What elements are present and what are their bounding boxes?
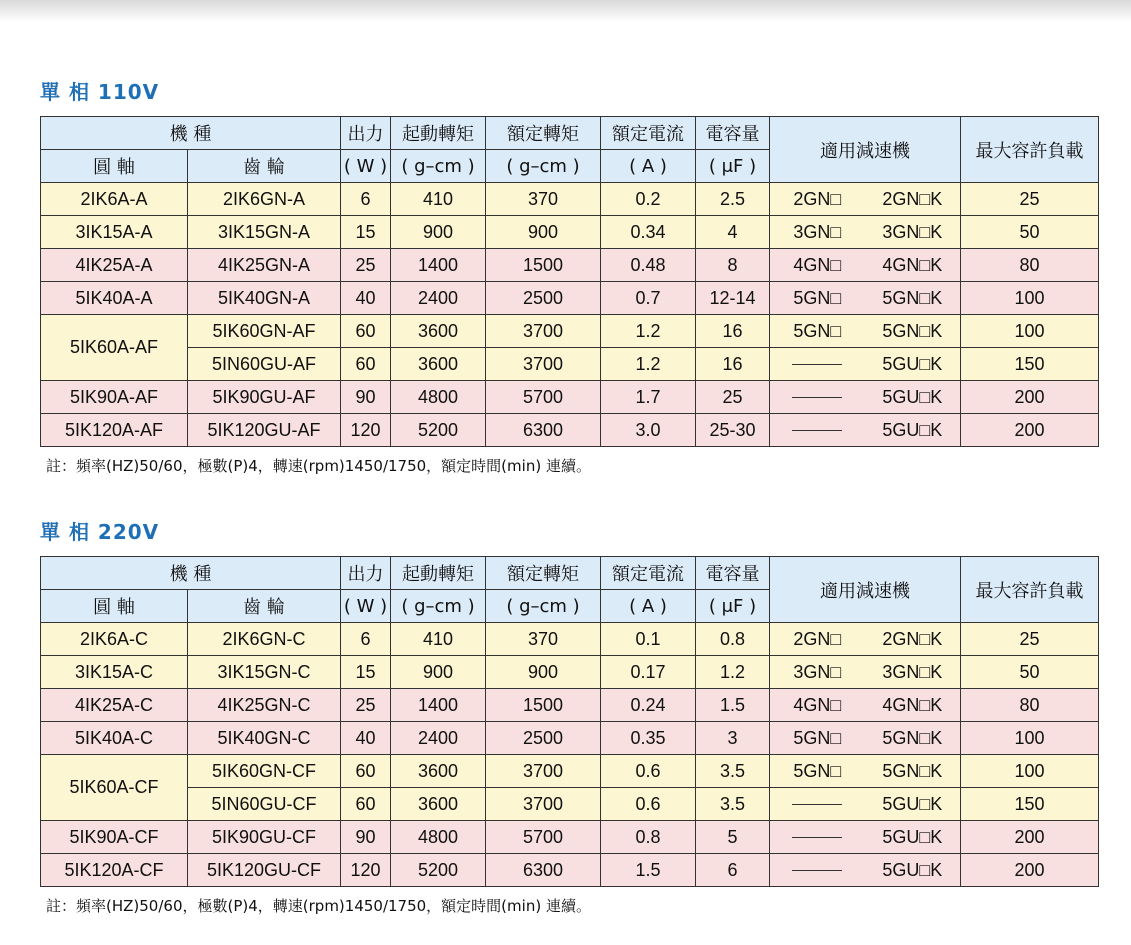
cell-reducer-gn bbox=[770, 854, 865, 887]
cell-round-shaft-model: 4IK25A-C bbox=[41, 689, 188, 722]
header-rated-current: 額定電流 bbox=[601, 117, 696, 150]
header-rated-current-unit: ( A ) bbox=[601, 150, 696, 183]
table-row bbox=[41, 854, 1099, 887]
cell-reducer-gn: 5GN□ bbox=[770, 755, 865, 788]
cell-max-load: 50 bbox=[961, 216, 1099, 249]
cell-reducer-gn: 5GN□ bbox=[770, 722, 865, 755]
cell-start-torque: 4800 bbox=[391, 821, 486, 854]
header-start-torque: 起動轉矩 bbox=[391, 557, 486, 590]
cell-round-shaft-model: 5IK120A-CF bbox=[41, 854, 188, 887]
table-row bbox=[41, 689, 1099, 722]
cell-max-load: 200 bbox=[961, 854, 1099, 887]
table-row bbox=[41, 348, 1099, 381]
cell-output: 40 bbox=[341, 282, 391, 315]
cell-round-shaft-model: 3IK15A-A bbox=[41, 216, 188, 249]
cell-gear-shaft-model: 5IN60GU-CF bbox=[188, 788, 341, 821]
cell-reducer-gk: 5GU□K bbox=[865, 414, 961, 447]
cell-max-load: 50 bbox=[961, 656, 1099, 689]
cell-reducer-gn: 2GN□ bbox=[770, 623, 865, 656]
header-gear-shaft: 齒 輪 bbox=[188, 590, 341, 623]
cell-rated-torque: 370 bbox=[486, 183, 601, 216]
cell-reducer-gn: 5GN□ bbox=[770, 282, 865, 315]
cell-output: 40 bbox=[341, 722, 391, 755]
cell-round-shaft-model: 5IK40A-A bbox=[41, 282, 188, 315]
header-output-unit: ( W ) bbox=[341, 150, 391, 183]
not-applicable-dash bbox=[792, 397, 842, 398]
cell-start-torque: 2400 bbox=[391, 282, 486, 315]
header-max-load: 最大容許負載 bbox=[961, 557, 1099, 623]
table-row bbox=[41, 755, 1099, 788]
cell-round-shaft-model: 5IK120A-AF bbox=[41, 414, 188, 447]
cell-output: 60 bbox=[341, 315, 391, 348]
cell-reducer-gk: 3GN□K bbox=[865, 216, 961, 249]
cell-reducer-gk: 5GU□K bbox=[865, 381, 961, 414]
cell-max-load: 25 bbox=[961, 183, 1099, 216]
cell-reducer-gk: 3GN□K bbox=[865, 656, 961, 689]
cell-reducer-gn bbox=[770, 381, 865, 414]
table-row bbox=[41, 216, 1099, 249]
header-output: 出力 bbox=[341, 117, 391, 150]
cell-capacitor: 3.5 bbox=[696, 755, 770, 788]
cell-capacitor: 8 bbox=[696, 249, 770, 282]
not-applicable-dash bbox=[792, 430, 842, 431]
cell-start-torque: 1400 bbox=[391, 249, 486, 282]
cell-max-load: 100 bbox=[961, 755, 1099, 788]
header-reducer: 適用減速機 bbox=[770, 117, 961, 183]
cell-max-load: 25 bbox=[961, 623, 1099, 656]
cell-gear-shaft-model: 4IK25GN-C bbox=[188, 689, 341, 722]
cell-max-load: 150 bbox=[961, 348, 1099, 381]
table-row bbox=[41, 656, 1099, 689]
cell-output: 15 bbox=[341, 656, 391, 689]
cell-reducer-gk: 4GN□K bbox=[865, 689, 961, 722]
cell-output: 90 bbox=[341, 381, 391, 414]
section-title-220v: 單 相 220V bbox=[40, 520, 160, 544]
cell-start-torque: 4800 bbox=[391, 381, 486, 414]
cell-capacitor: 16 bbox=[696, 315, 770, 348]
cell-output: 25 bbox=[341, 689, 391, 722]
cell-rated-torque: 2500 bbox=[486, 722, 601, 755]
cell-reducer-gn: 2GN□ bbox=[770, 183, 865, 216]
cell-start-torque: 900 bbox=[391, 656, 486, 689]
cell-rated-current: 0.2 bbox=[601, 183, 696, 216]
cell-round-shaft-model: 3IK15A-C bbox=[41, 656, 188, 689]
header-rated-torque: 額定轉矩 bbox=[486, 117, 601, 150]
section-title-110v: 單 相 110V bbox=[40, 80, 160, 104]
cell-capacitor: 4 bbox=[696, 216, 770, 249]
table-row bbox=[41, 414, 1099, 447]
cell-rated-torque: 2500 bbox=[486, 282, 601, 315]
note-110v: 註：頻率(HZ)50/60，極數(P)4，轉速(rpm)1450/1750，額定時間(min) 連續。 bbox=[46, 457, 591, 475]
top-shadow bbox=[0, 0, 1131, 22]
table-row bbox=[41, 623, 1099, 656]
cell-rated-current: 0.6 bbox=[601, 788, 696, 821]
cell-round-shaft-model: 2IK6A-C bbox=[41, 623, 188, 656]
header-max-load: 最大容許負載 bbox=[961, 117, 1099, 183]
cell-reducer-gk: 2GN□K bbox=[865, 623, 961, 656]
cell-gear-shaft-model: 3IK15GN-C bbox=[188, 656, 341, 689]
cell-start-torque: 410 bbox=[391, 183, 486, 216]
cell-output: 60 bbox=[341, 348, 391, 381]
cell-gear-shaft-model: 2IK6GN-A bbox=[188, 183, 341, 216]
table-row bbox=[41, 183, 1099, 216]
note-220v: 註：頻率(HZ)50/60，極數(P)4，轉速(rpm)1450/1750，額定時間(min) 連續。 bbox=[46, 897, 591, 915]
cell-reducer-gk: 5GU□K bbox=[865, 821, 961, 854]
cell-rated-torque: 6300 bbox=[486, 414, 601, 447]
cell-rated-current: 0.24 bbox=[601, 689, 696, 722]
cell-rated-current: 0.7 bbox=[601, 282, 696, 315]
cell-max-load: 100 bbox=[961, 722, 1099, 755]
cell-reducer-gk: 5GN□K bbox=[865, 282, 961, 315]
cell-reducer-gn: 4GN□ bbox=[770, 689, 865, 722]
cell-round-shaft-model: 5IK60A-CF bbox=[41, 755, 188, 821]
cell-output: 120 bbox=[341, 414, 391, 447]
cell-start-torque: 5200 bbox=[391, 854, 486, 887]
cell-reducer-gk: 5GN□K bbox=[865, 722, 961, 755]
cell-output: 60 bbox=[341, 755, 391, 788]
cell-output: 90 bbox=[341, 821, 391, 854]
not-applicable-dash bbox=[792, 837, 842, 838]
cell-rated-current: 0.8 bbox=[601, 821, 696, 854]
cell-rated-torque: 3700 bbox=[486, 755, 601, 788]
cell-reducer-gn: 5GN□ bbox=[770, 315, 865, 348]
cell-capacitor: 6 bbox=[696, 854, 770, 887]
header-capacitor-unit: ( μF ) bbox=[696, 150, 770, 183]
cell-round-shaft-model: 5IK60A-AF bbox=[41, 315, 188, 381]
spec-table-220v bbox=[40, 556, 1099, 887]
table-row bbox=[41, 282, 1099, 315]
cell-reducer-gk: 5GU□K bbox=[865, 348, 961, 381]
cell-start-torque: 3600 bbox=[391, 755, 486, 788]
cell-rated-current: 0.6 bbox=[601, 755, 696, 788]
table-row bbox=[41, 315, 1099, 348]
cell-output: 6 bbox=[341, 183, 391, 216]
cell-rated-torque: 5700 bbox=[486, 381, 601, 414]
cell-capacitor: 3 bbox=[696, 722, 770, 755]
cell-reducer-gn bbox=[770, 788, 865, 821]
cell-gear-shaft-model: 5IK40GN-A bbox=[188, 282, 341, 315]
cell-rated-current: 0.34 bbox=[601, 216, 696, 249]
cell-rated-torque: 3700 bbox=[486, 348, 601, 381]
cell-reducer-gk: 4GN□K bbox=[865, 249, 961, 282]
cell-gear-shaft-model: 2IK6GN-C bbox=[188, 623, 341, 656]
header-start-torque-unit: ( g–cm ) bbox=[391, 150, 486, 183]
cell-round-shaft-model: 5IK90A-CF bbox=[41, 821, 188, 854]
header-capacitor: 電容量 bbox=[696, 557, 770, 590]
header-reducer: 適用減速機 bbox=[770, 557, 961, 623]
cell-gear-shaft-model: 3IK15GN-A bbox=[188, 216, 341, 249]
cell-rated-torque: 3700 bbox=[486, 315, 601, 348]
table-row bbox=[41, 788, 1099, 821]
cell-reducer-gk: 5GU□K bbox=[865, 788, 961, 821]
cell-capacitor: 16 bbox=[696, 348, 770, 381]
cell-reducer-gk: 2GN□K bbox=[865, 183, 961, 216]
header-round-shaft: 圓 軸 bbox=[41, 590, 188, 623]
cell-start-torque: 1400 bbox=[391, 689, 486, 722]
header-start-torque: 起動轉矩 bbox=[391, 117, 486, 150]
cell-capacitor: 0.8 bbox=[696, 623, 770, 656]
cell-capacitor: 25 bbox=[696, 381, 770, 414]
cell-gear-shaft-model: 5IK40GN-C bbox=[188, 722, 341, 755]
cell-round-shaft-model: 4IK25A-A bbox=[41, 249, 188, 282]
cell-output: 6 bbox=[341, 623, 391, 656]
header-rated-current: 額定電流 bbox=[601, 557, 696, 590]
cell-capacitor: 25-30 bbox=[696, 414, 770, 447]
cell-reducer-gn bbox=[770, 821, 865, 854]
cell-rated-torque: 1500 bbox=[486, 689, 601, 722]
cell-rated-current: 0.17 bbox=[601, 656, 696, 689]
cell-rated-torque: 5700 bbox=[486, 821, 601, 854]
header-capacitor: 電容量 bbox=[696, 117, 770, 150]
cell-start-torque: 3600 bbox=[391, 348, 486, 381]
cell-reducer-gk: 5GN□K bbox=[865, 315, 961, 348]
cell-max-load: 80 bbox=[961, 689, 1099, 722]
cell-rated-current: 0.1 bbox=[601, 623, 696, 656]
not-applicable-dash bbox=[792, 364, 842, 365]
header-output-unit: ( W ) bbox=[341, 590, 391, 623]
cell-rated-torque: 370 bbox=[486, 623, 601, 656]
cell-max-load: 200 bbox=[961, 414, 1099, 447]
not-applicable-dash bbox=[792, 870, 842, 871]
cell-rated-torque: 900 bbox=[486, 216, 601, 249]
header-rated-torque-unit: ( g–cm ) bbox=[486, 590, 601, 623]
cell-gear-shaft-model: 5IK120GU-AF bbox=[188, 414, 341, 447]
table-row bbox=[41, 381, 1099, 414]
cell-start-torque: 410 bbox=[391, 623, 486, 656]
cell-gear-shaft-model: 5IK60GN-AF bbox=[188, 315, 341, 348]
header-rated-torque: 額定轉矩 bbox=[486, 557, 601, 590]
header-rated-current-unit: ( A ) bbox=[601, 590, 696, 623]
header-rated-torque-unit: ( g–cm ) bbox=[486, 150, 601, 183]
header-capacitor-unit: ( μF ) bbox=[696, 590, 770, 623]
cell-reducer-gk: 5GN□K bbox=[865, 755, 961, 788]
cell-output: 15 bbox=[341, 216, 391, 249]
cell-rated-current: 3.0 bbox=[601, 414, 696, 447]
header-output: 出力 bbox=[341, 557, 391, 590]
cell-start-torque: 3600 bbox=[391, 788, 486, 821]
cell-max-load: 100 bbox=[961, 282, 1099, 315]
cell-rated-current: 1.7 bbox=[601, 381, 696, 414]
cell-capacitor: 5 bbox=[696, 821, 770, 854]
header-round-shaft: 圓 軸 bbox=[41, 150, 188, 183]
cell-rated-torque: 900 bbox=[486, 656, 601, 689]
cell-capacitor: 1.5 bbox=[696, 689, 770, 722]
cell-rated-current: 1.2 bbox=[601, 315, 696, 348]
cell-round-shaft-model: 2IK6A-A bbox=[41, 183, 188, 216]
header-start-torque-unit: ( g–cm ) bbox=[391, 590, 486, 623]
cell-round-shaft-model: 5IK90A-AF bbox=[41, 381, 188, 414]
cell-gear-shaft-model: 5IK90GU-CF bbox=[188, 821, 341, 854]
cell-reducer-gn: 3GN□ bbox=[770, 216, 865, 249]
cell-gear-shaft-model: 4IK25GN-A bbox=[188, 249, 341, 282]
cell-output: 60 bbox=[341, 788, 391, 821]
table-row bbox=[41, 821, 1099, 854]
cell-start-torque: 900 bbox=[391, 216, 486, 249]
table-row bbox=[41, 249, 1099, 282]
cell-reducer-gn bbox=[770, 414, 865, 447]
cell-gear-shaft-model: 5IK120GU-CF bbox=[188, 854, 341, 887]
cell-max-load: 200 bbox=[961, 821, 1099, 854]
table-row bbox=[41, 722, 1099, 755]
cell-start-torque: 3600 bbox=[391, 315, 486, 348]
cell-round-shaft-model: 5IK40A-C bbox=[41, 722, 188, 755]
cell-rated-current: 0.35 bbox=[601, 722, 696, 755]
cell-gear-shaft-model: 5IK60GN-CF bbox=[188, 755, 341, 788]
cell-gear-shaft-model: 5IN60GU-AF bbox=[188, 348, 341, 381]
cell-max-load: 100 bbox=[961, 315, 1099, 348]
cell-max-load: 80 bbox=[961, 249, 1099, 282]
cell-reducer-gk: 5GU□K bbox=[865, 854, 961, 887]
cell-rated-torque: 3700 bbox=[486, 788, 601, 821]
cell-rated-torque: 6300 bbox=[486, 854, 601, 887]
header-gear-shaft: 齒 輪 bbox=[188, 150, 341, 183]
cell-gear-shaft-model: 5IK90GU-AF bbox=[188, 381, 341, 414]
cell-output: 120 bbox=[341, 854, 391, 887]
cell-rated-current: 1.5 bbox=[601, 854, 696, 887]
cell-start-torque: 5200 bbox=[391, 414, 486, 447]
cell-capacitor: 1.2 bbox=[696, 656, 770, 689]
cell-rated-torque: 1500 bbox=[486, 249, 601, 282]
cell-rated-current: 0.48 bbox=[601, 249, 696, 282]
header-model: 機 種 bbox=[41, 557, 341, 590]
cell-capacitor: 2.5 bbox=[696, 183, 770, 216]
cell-output: 25 bbox=[341, 249, 391, 282]
cell-reducer-gn: 4GN□ bbox=[770, 249, 865, 282]
cell-start-torque: 2400 bbox=[391, 722, 486, 755]
cell-max-load: 150 bbox=[961, 788, 1099, 821]
not-applicable-dash bbox=[792, 804, 842, 805]
cell-max-load: 200 bbox=[961, 381, 1099, 414]
header-model: 機 種 bbox=[41, 117, 341, 150]
cell-capacitor: 3.5 bbox=[696, 788, 770, 821]
cell-reducer-gn: 3GN□ bbox=[770, 656, 865, 689]
cell-rated-current: 1.2 bbox=[601, 348, 696, 381]
cell-capacitor: 12-14 bbox=[696, 282, 770, 315]
spec-table-110v bbox=[40, 116, 1099, 447]
cell-reducer-gn bbox=[770, 348, 865, 381]
